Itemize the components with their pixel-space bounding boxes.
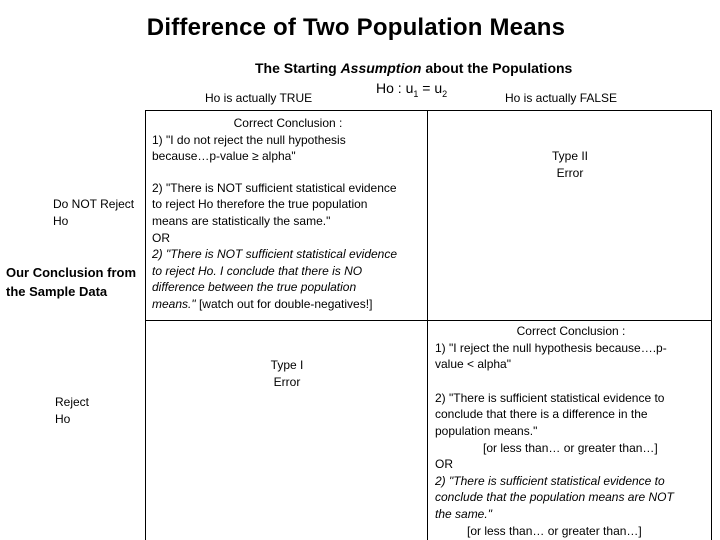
- conclusion-2-line3: means are statistically the same.": [152, 213, 331, 228]
- subtitle: [255, 60, 572, 76]
- reject-line1: Reject: [55, 395, 90, 409]
- conclusion-3-line1: 2) "There is sufficient statistical evidence to: [435, 473, 665, 488]
- conclusion-3-line3: the same.": [435, 506, 492, 521]
- conclusion-3-line2: to reject Ho. I conclude that there is NO: [152, 263, 363, 278]
- column-header-false: Ho is actually FALSE: [505, 91, 618, 105]
- or-separator: OR: [435, 457, 453, 472]
- grid-right-border: [711, 110, 712, 540]
- conclusion-2-note: [or less than… or greater than…]: [483, 440, 658, 455]
- conclusion-2-line3: population means.": [435, 423, 538, 438]
- cell-type2-error: [470, 148, 670, 181]
- conclusion-2-line2: conclude that there is a difference in the: [435, 407, 648, 422]
- row-group-label: [6, 263, 136, 301]
- grid-left-border: [145, 110, 146, 540]
- row-label-do-not-reject: [53, 196, 134, 230]
- do-not-reject-line1: Do NOT Reject: [53, 197, 135, 211]
- group-label-line2: the Sample Data: [6, 284, 108, 299]
- hypothesis-sub2: 2: [442, 88, 448, 99]
- row-label-reject: [55, 394, 89, 428]
- subtitle-emphasis: Assumption: [340, 60, 422, 76]
- cell-header: Correct Conclusion :: [233, 116, 343, 130]
- type2-line1: Type II: [551, 149, 589, 163]
- type2-line2: Error: [556, 165, 584, 180]
- null-hypothesis: [376, 80, 447, 99]
- subtitle-start: The Starting: [255, 60, 341, 76]
- conclusion-1-line2: value < alpha": [435, 357, 511, 372]
- double-negative-note: [watch out for double-negatives!]: [195, 296, 373, 311]
- conclusion-3-line3: difference between the true population: [152, 280, 357, 295]
- cell-correct-reject: [435, 323, 707, 539]
- hypothesis-mid: = u: [418, 80, 443, 96]
- grid-middle-divider: [427, 110, 428, 540]
- conclusion-3-line2: conclude that the population means are NOT: [435, 490, 674, 505]
- conclusion-3-note: [or less than… or greater than…]: [467, 523, 642, 538]
- conclusion-1-line2: because…p-value ≥ alpha": [152, 149, 296, 164]
- cell-correct-not-reject: [152, 115, 424, 313]
- conclusion-1-line1: 1) "I reject the null hypothesis because….p-: [435, 340, 667, 355]
- conclusion-2-line1: 2) "There is NOT sufficient statistical evidence: [152, 180, 397, 195]
- cell-type1-error: [187, 357, 387, 390]
- column-header-true: Ho is actually TRUE: [205, 91, 313, 105]
- cell-header: Correct Conclusion :: [516, 324, 626, 338]
- conclusion-2-line2: to reject Ho therefore the true population: [152, 197, 368, 212]
- grid-top-border: [145, 110, 711, 111]
- group-label-line1: Our Conclusion from: [6, 265, 136, 280]
- do-not-reject-line2: Ho: [53, 214, 69, 228]
- conclusion-3-line4: [152, 296, 424, 313]
- page-title: Difference of Two Population Means: [146, 14, 566, 41]
- type1-line1: Type I: [270, 358, 304, 372]
- conclusion-1-line1: 1) "I do not reject the null hypothesis: [152, 132, 346, 147]
- subtitle-end: about the Populations: [421, 60, 573, 76]
- or-separator: OR: [152, 230, 170, 245]
- hypothesis-sub1: 1: [413, 88, 419, 99]
- reject-line2: Ho: [55, 412, 71, 426]
- hypothesis-prefix: Ho : u: [376, 80, 414, 96]
- conclusion-2-line1: 2) "There is sufficient statistical evidence to: [435, 390, 665, 405]
- conclusion-3-line1: 2) "There is NOT sufficient statistical evidence: [152, 247, 398, 262]
- conclusion-3-end: means.": [152, 296, 196, 311]
- type1-line2: Error: [273, 374, 301, 389]
- grid-row-divider: [145, 320, 711, 321]
